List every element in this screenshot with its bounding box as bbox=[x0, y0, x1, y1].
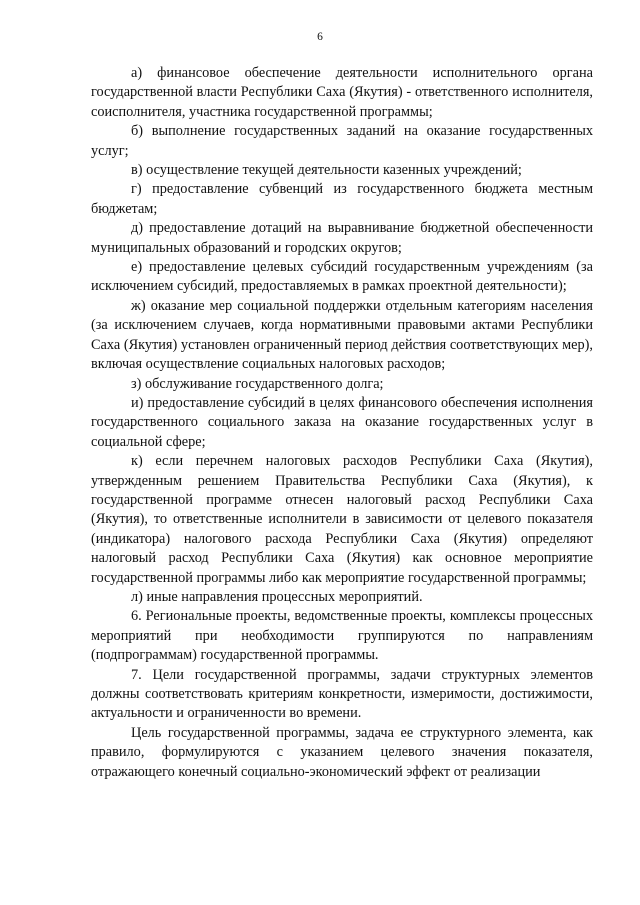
paragraph-item-d: д) предоставление дотаций на выравнивание бюджетной обеспеченности муниципальных образований и городских округов; bbox=[91, 220, 593, 256]
paragraph-section-7: 7. Цели государственной программы, задачи структурных элементов должны соответствовать критериям конкретности, измеримости, достижимости, актуальности и ограниченности во времени. bbox=[91, 666, 593, 722]
paragraph-item-l: л) иные направления процессных мероприятий. bbox=[131, 588, 423, 605]
paragraph-item-k: к) если перечнем налоговых расходов Республики Саха (Якутия), утвержденным решением Правительства Республики Саха (Якутия), к государственной программе отнесен налоговый расход Республики Саха (Якутия), то ответственные исполнители в зависимости от целевого показателя (индикатора) налогового расхода Республики Саха (Якутия) определяют налоговый расход Республики Саха (Якутия) как основное мероприятие государственной программы либо как мероприятие государственной программы; bbox=[91, 453, 593, 586]
paragraph-item-e: е) предоставление целевых субсидий государственным учреждениям (за исключением субсидий, предоставляемых в рамках проектной деятельности); bbox=[91, 259, 593, 295]
paragraph-item-v: в) осуществление текущей деятельности казенных учреждений; bbox=[131, 162, 522, 179]
paragraph-section-6: 6. Региональные проекты, ведомственные проекты, комплексы процессных мероприятий при необходимости группируются по направлениям (подпрограммам) государственной программы. bbox=[91, 608, 593, 664]
paragraph-item-i: и) предоставление субсидий в целях финансового обеспечения исполнения государственного социального заказа на оказание государственных услуг в социальной сфере; bbox=[91, 394, 593, 450]
document-body bbox=[91, 64, 593, 782]
paragraph-item-g: г) предоставление субвенций из государственного бюджета местным бюджетам; bbox=[91, 181, 593, 217]
paragraph-item-a: а) финансовое обеспечение деятельности исполнительного органа государственной власти Республики Саха (Якутия) - ответственного исполнителя, соисполнителя, участника государственной программы; bbox=[91, 65, 593, 120]
paragraph-goal-formulation: Цель государственной программы, задача ее структурного элемента, как правило, формулируются с указанием целевого значения показателя, отражающего конечный социально-экономический эффект от реализации bbox=[91, 724, 593, 780]
page-number: 6 bbox=[317, 31, 323, 43]
paragraph-item-b: б) выполнение государственных заданий на оказание государственных услуг; bbox=[91, 123, 593, 159]
paragraph-item-zh: ж) оказание мер социальной поддержки отдельным категориям населения (за исключением случаев, когда нормативными правовыми актами Республики Саха (Якутия) установлен ограниченный период действия соответствующих мер), включая осуществление социальных налоговых расходов; bbox=[91, 297, 593, 373]
paragraph-item-z: з) обслуживание государственного долга; bbox=[131, 375, 384, 392]
